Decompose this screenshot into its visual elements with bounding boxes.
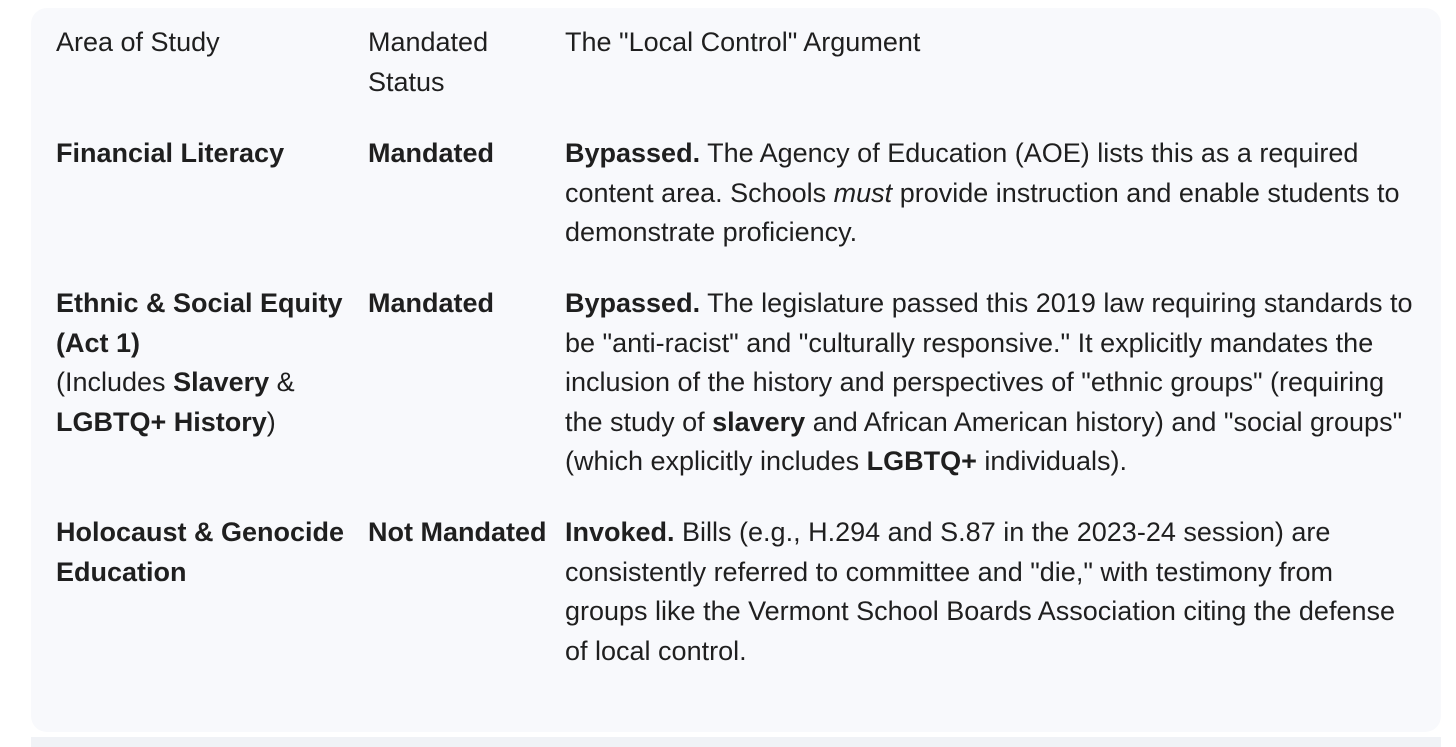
argument-verdict: Bypassed.	[565, 138, 701, 169]
comparison-table	[56, 23, 1415, 702]
next-block-edge	[31, 737, 1441, 747]
argument-cell	[565, 134, 1415, 284]
area-title: Ethnic & Social Equity (Act 1)	[56, 287, 343, 358]
area-cell	[56, 513, 368, 702]
area-cell	[56, 284, 368, 513]
argument-verdict: Bypassed.	[565, 287, 701, 318]
status-value: Not Mandated	[368, 516, 547, 547]
argument-emphasis: must	[833, 177, 893, 208]
argument-text: provide instruction and enable students to demonstrate proficiency.	[565, 177, 1400, 248]
status-cell	[368, 134, 565, 284]
argument-cell	[565, 284, 1415, 513]
header-mandated-status: Mandated Status	[368, 27, 489, 97]
argument-cell	[565, 513, 1415, 702]
area-note: )	[266, 406, 276, 437]
area-title: Holocaust & Genocide Education	[56, 516, 345, 587]
table-row	[56, 513, 1415, 702]
area-note-bold: LGBTQ+ History	[56, 406, 267, 437]
status-value: Mandated	[368, 138, 495, 169]
status-cell	[368, 284, 565, 513]
table-header	[56, 23, 1415, 134]
argument-text: The legislature passed this 2019 law requiring standards to be "anti-racist" and "culturally responsive." It explicitly mandates the inclusion of the history and perspectives of "ethnic groups" (requiring the study of	[565, 287, 1413, 437]
argument-text: The Agency of Education (AOE) lists this as a required content area. Schools	[565, 138, 1359, 208]
argument-bold: slavery	[712, 406, 806, 437]
argument-text: and African American history) and "social groups" (which explicitly includes	[565, 406, 1403, 477]
argument-text: individuals).	[976, 446, 1127, 477]
area-cell	[56, 134, 368, 284]
header-row	[56, 23, 1415, 134]
area-note: &	[269, 367, 295, 398]
area-note-bold: Slavery	[173, 367, 270, 398]
status-value: Mandated	[368, 287, 495, 318]
header-local-control-argument: The "Local Control" Argument	[565, 27, 921, 57]
argument-bold: LGBTQ+	[866, 446, 977, 477]
table-row	[56, 134, 1415, 284]
status-cell	[368, 513, 565, 702]
table-row	[56, 284, 1415, 513]
table-body	[56, 134, 1415, 702]
argument-text: Bills (e.g., H.294 and S.87 in the 2023-24 session) are consistently referred to committee and "die," with testimony from groups like the Vermont School Boards Association citing the defense of local control.	[565, 516, 1395, 666]
area-note: (Includes	[56, 367, 174, 398]
argument-verdict: Invoked.	[565, 516, 675, 547]
header-area-of-study: Area of Study	[56, 27, 220, 57]
area-title: Financial Literacy	[56, 138, 285, 169]
